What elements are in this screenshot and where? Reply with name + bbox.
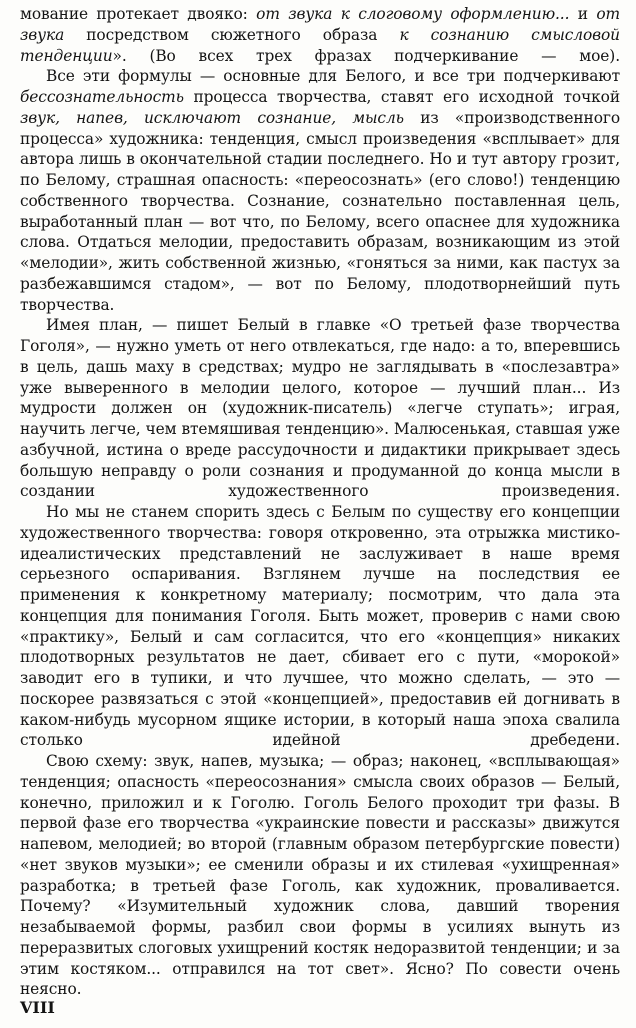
paragraph-concept-critique: Но мы не станем спорить здесь с Белым по существу его концепции художественного творчества: говоря откровенно, эта отрыжка мистико-идеалистических представлений не заслуживает в наше время серьезного оспаривания. Взглянем лучше на последствия ее применения к конкретному материалу; посмотрим, что дала эта концепция для понимания Гоголя. Быть может, проверив с нами свою «практику», Белый и сам согласится, что его «концепция» никаких плодотворных результатов не дает, сбивает его с пути, «морокой» заводит его в тупики, и что лучшее, что можно сделать, — это — поскорее развязаться с этой «концепцией», предоставив ей догнивать в каком-нибудь мусорном ящике истории, в который наша эпоха свалила столько идейной дребедени.: [20, 503, 620, 750]
paragraph-bely-quote-plan: Имея план, — пишет Белый в главке «О третьей фазе творчества Гоголя», — нужно уметь от него отвлекаться, где надо: а то, вперевшись в цель, дашь маху в средствах; мудро не заглядывать в «послезавтра» уже выверенного в мелодии целого, которое — лучший план... Из мудрости должен он (художник-писатель) «легче ступать»; играя, научить легче, чем втемяшивая тенденцию». Малюсенькая, ставшая уже азбучной, истина о вреде рассудочности и дидактики прикрывает здесь большую неправду о роли сознания и продуманной до конца мысли в создании художественного произведения.: [20, 316, 620, 501]
paragraph-continuation: мование протекает двояко: от звука к слоговому оформлению... и от звука посредством сюжетного образа к сознанию смысловой тенденции». (Во всех трех фразах подчеркивание — мое).: [20, 5, 620, 65]
paragraph-scheme-gogol: Свою схему: звук, напев, музыка; — образ; наконец, «всплывающая» тенденция; опасность «переосознания» смысла своих образов — Белый, конечно, приложил и к Гоголю. Гоголь Белого проходит три фазы. В первой фазе его творчества «украинские повести и рассказы» движутся напевом, мелодией; во второй (главным образом петербургские повести) «нет звуков музыки»; ее сменили образы и их стилевая «ухищренная» разработка; в третьей фазе Гоголь, как художник, проваливается. Почему? «Изумительный художник слова, давший творения незабываемой формы, разбил свои формы в усилиях вынуть из переразвитых слоговых ухищрений костяк недоразвитой тенденции; и за этим костяком... отправился на тот свет». Ясно? По совести очень неясно.: [20, 752, 620, 999]
page-number: VIII: [20, 998, 55, 1017]
paragraph-formulas-bely: Все эти формулы — основные для Белого, и все три подчеркивают бессознательность процесса творчества, ставят его исходной точкой звук, напев, исключают сознание, мысль из «производственного процесса» художника: тенденция, смысл произведения «всплывает» для автора лишь в окончательной стадии последнего. Но и тут автору грозит, по Белому, страшная опасность: «переосознать» (его слово!) тенденцию собственного творчества. Сознание, сознательно поставленная цель, выработанный план — вот что, по Белому, всего опаснее для художника слова. Отдаться мелодии, предоставить образам, возникающим из этой «мелодии», жить собственной жизнью, «гоняться за ними, как пастух за разбежавшимся стадом», — вот по Белому, плодотворнейший путь творчества.: [20, 67, 620, 314]
book-page: [20, 4, 620, 1000]
